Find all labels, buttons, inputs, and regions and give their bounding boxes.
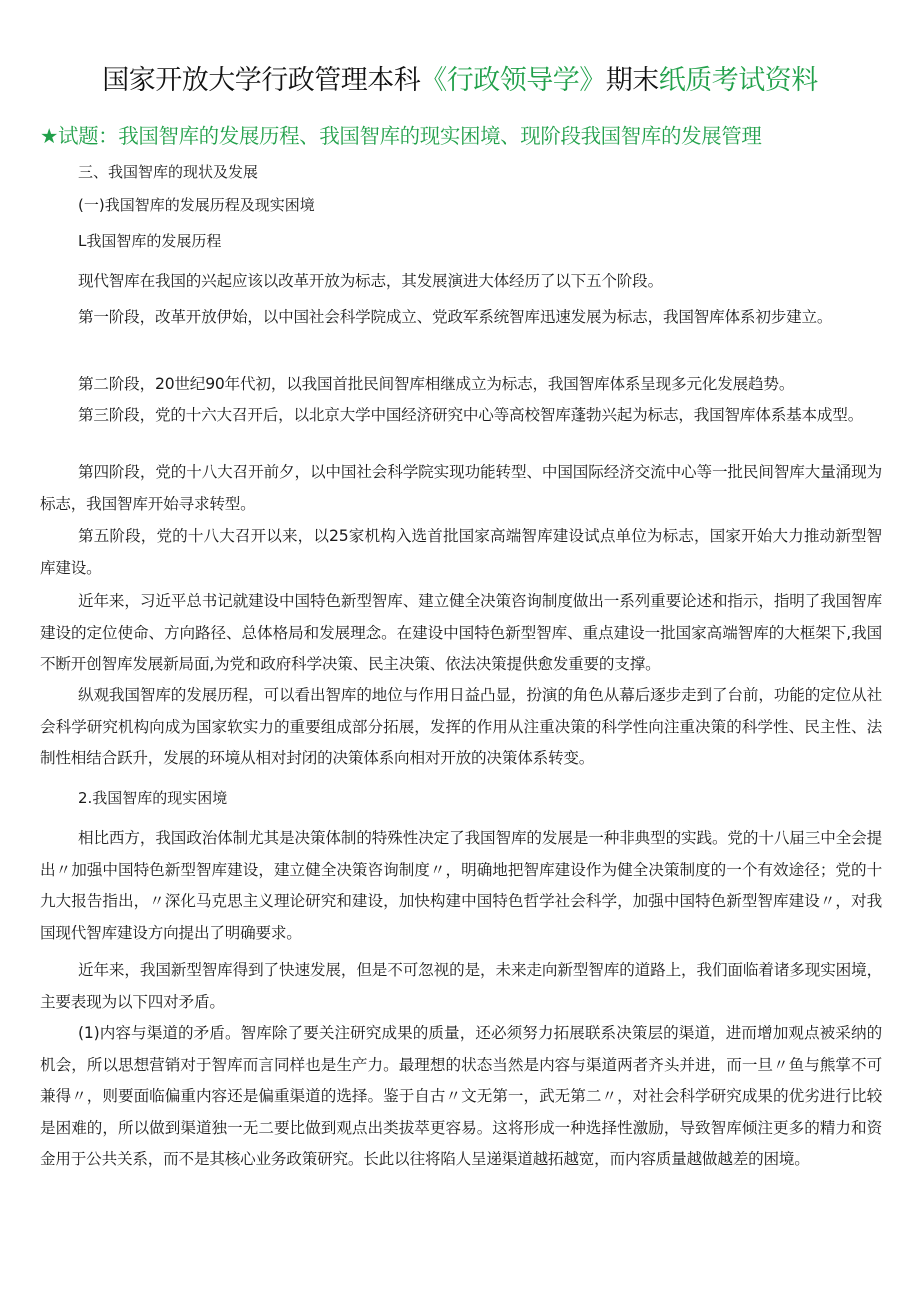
paragraph: 近年来，习近平总书记就建设中国特色新型智库、建立健全决策咨询制度做出一系列重要论述和指示，指明了我国智库建设的定位使命、方向路径、总体格局和发展理念。在建设中国特色新型智库、重点建设一批国家高端智库的大框架下,我国不断开创智库发展新局面,为党和政府科学决策、民主决策、依法决策提供愈发重要的支撑。 — [40, 592, 882, 673]
title-part-institution: 国家开放大学行政管理本科 — [102, 65, 421, 96]
paragraph: 第三阶段，党的十六大召开后，以北京大学中国经济研究中心等高校智库蓬勃兴起为标志，我国智库体系基本成型。 — [78, 406, 864, 424]
item-heading-difficulties: 2.我国智库的现实困境 — [78, 789, 228, 807]
paragraph: 相比西方，我国政治体制尤其是决策体制的特殊性决定了我国智库的发展是一种非典型的实践。党的十八届三中全会提出〃加强中国特色新型智库建设，建立健全决策咨询制度〃，明确地把智库建设作为健全决策制度的一个有效途径；党的十九大报告指出，〃深化马克思主义理论研究和建设，加快构建中国特色哲学社会科学，加强中国特色新型智库建设〃，对我国现代智库建设方向提出了明确要求。 — [40, 829, 882, 942]
document-title — [0, 62, 920, 100]
section-heading: 三、我国智库的现状及发展 — [78, 163, 259, 181]
item-heading-history: L我国智库的发展历程 — [78, 232, 222, 250]
question-subtitle: ★试题：我国智库的发展历程、我国智库的现实困境、现阶段我国智库的发展管理 — [40, 124, 762, 148]
paragraph: 第一阶段，改革开放伊始，以中国社会科学院成立、党政军系统智库迅速发展为标志，我国智库体系初步建立。 — [78, 308, 833, 326]
paragraph: 纵观我国智库的发展历程，可以看出智库的地位与作用日益凸显，扮演的角色从幕后逐步走到了台前，功能的定位从社会科学研究机构向成为国家软实力的重要组成部分拓展，发挥的作用从注重决策的科学性向注重决策的科学性、民主性、法制性相结合跃升，发展的环境从相对封闭的决策体系向相对开放的决策体系转变。 — [40, 686, 882, 767]
paragraph: 第五阶段，党的十八大召开以来，以25家机构入选首批国家高端智库建设试点单位为标志，国家开始大力推动新型智库建设。 — [40, 527, 882, 577]
title-part-course: 《行政领导学》 — [420, 65, 606, 96]
paragraph: 现代智库在我国的兴起应该以改革开放为标志，其发展演进大体经历了以下五个阶段。 — [78, 272, 663, 290]
paragraph: 第二阶段，20世纪90年代初，以我国首批民间智库相继成立为标志，我国智库体系呈现多元化发展趋势。 — [78, 375, 795, 393]
title-part-term: 期末 — [605, 65, 659, 96]
paragraph: (1)内容与渠道的矛盾。智库除了要关注研究成果的质量，还必须努力拓展联系决策层的渠道，进而增加观点被采纳的机会，所以思想营销对于智库而言同样也是生产力。最理想的状态当然是内容与渠道两者齐头并进，而一旦〃鱼与熊掌不可兼得〃，则要面临偏重内容还是偏重渠道的选择。鉴于自古〃文无第一，武无第二〃，对社会科学研究成果的优劣进行比较是困难的，所以做到渠道独一无二要比做到观点出类拔萃更容易。这将形成一种选择性激励，导致智库倾注更多的精力和资金用于公共关系，而不是其核心业务政策研究。长此以往将陷人呈递渠道越拓越宽，而内容质量越做越差的困境。 — [40, 1024, 882, 1168]
paragraph: 近年来，我国新型智库得到了快速发展，但是不可忽视的是，未来走向新型智库的道路上，我们面临着诸多现实困境，主要表现为以下四对矛盾。 — [40, 961, 882, 1011]
title-part-material: 纸质考试资料 — [658, 65, 818, 96]
subsection-heading: (一)我国智库的发展历程及现实困境 — [78, 196, 315, 214]
paragraph: 第四阶段，党的十八大召开前夕，以中国社会科学院实现功能转型、中国国际经济交流中心等一批民间智库大量涌现为标志，我国智库开始寻求转型。 — [40, 463, 882, 513]
